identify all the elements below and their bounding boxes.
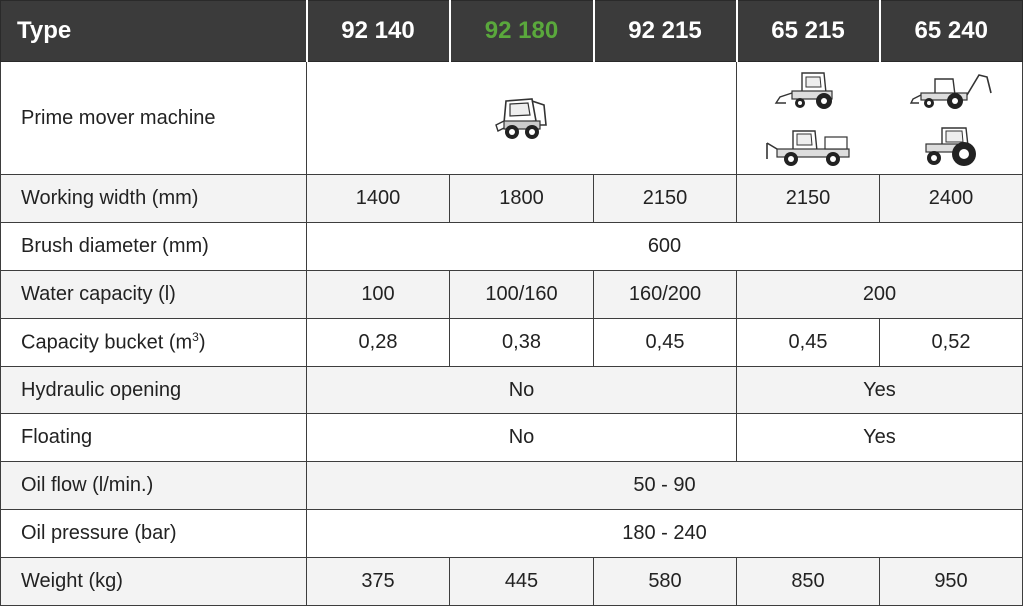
prime-mover-label: Prime mover machine [1,62,307,175]
brush-diameter-label: Brush diameter (mm) [1,222,307,270]
type-header: Type [1,1,307,62]
capacity-bucket-value: 0,28 [307,318,450,366]
hydraulic-opening-right-value: Yes [737,366,1023,414]
backhoe-loader-rear-icon [909,69,993,111]
hydraulic-opening-left-value: No [307,366,737,414]
weight-value: 850 [737,558,880,606]
capacity-bucket-label-text: Capacity bucket (m [21,331,193,354]
weight-value: 375 [307,558,450,606]
working-width-value: 2150 [737,175,880,223]
model-header-92-215: 92 215 [594,1,737,62]
working-width-row [1,175,1023,223]
working-width-value: 2400 [880,175,1023,223]
weight-value: 950 [880,558,1023,606]
prime-mover-left-cell [307,62,737,175]
capacity-bucket-value: 0,38 [450,318,594,366]
floating-left-value: No [307,414,737,462]
floating-row [1,414,1023,462]
oil-flow-row [1,462,1023,510]
weight-label: Weight (kg) [1,558,307,606]
weight-value: 580 [594,558,737,606]
floating-label: Floating [1,414,307,462]
prime-mover-right-cell [737,62,1023,175]
hydraulic-opening-label: Hydraulic opening [1,366,307,414]
model-header-65-215: 65 215 [737,1,880,62]
working-width-value: 1400 [307,175,450,223]
header-row [1,1,1023,62]
tractor-icon [920,124,982,168]
oil-pressure-value: 180 - 240 [307,510,1023,558]
capacity-bucket-label-sup: 3 [192,329,199,344]
capacity-bucket-label-end: ) [198,331,206,354]
water-capacity-shared-value: 200 [737,270,1023,318]
water-capacity-value: 160/200 [594,270,737,318]
backhoe-loader-icon [772,69,844,111]
model-header-92-180: 92 180 [450,1,594,62]
capacity-bucket-value: 0,45 [594,318,737,366]
model-header-92-140: 92 140 [307,1,450,62]
capacity-bucket-value: 0,52 [880,318,1023,366]
brush-diameter-value: 600 [307,222,1023,270]
working-width-value: 1800 [450,175,594,223]
working-width-value: 2150 [594,175,737,223]
water-capacity-value: 100 [307,270,450,318]
weight-row [1,558,1023,606]
oil-pressure-label: Oil pressure (bar) [1,510,307,558]
hydraulic-opening-row [1,366,1023,414]
telehandler-icon [763,125,853,167]
capacity-bucket-row [1,318,1023,366]
oil-pressure-row [1,510,1023,558]
weight-value: 445 [450,558,594,606]
water-capacity-value: 100/160 [450,270,594,318]
prime-mover-row [1,62,1023,175]
floating-right-value: Yes [737,414,1023,462]
capacity-bucket-value: 0,45 [737,318,880,366]
brush-diameter-row [1,222,1023,270]
oil-flow-label: Oil flow (l/min.) [1,462,307,510]
capacity-bucket-label [1,318,307,366]
water-capacity-row [1,270,1023,318]
water-capacity-label: Water capacity (l) [1,270,307,318]
model-header-65-240: 65 240 [880,1,1023,62]
oil-flow-value: 50 - 90 [307,462,1023,510]
skid-steer-loader-icon [492,95,552,141]
working-width-label: Working width (mm) [1,175,307,223]
